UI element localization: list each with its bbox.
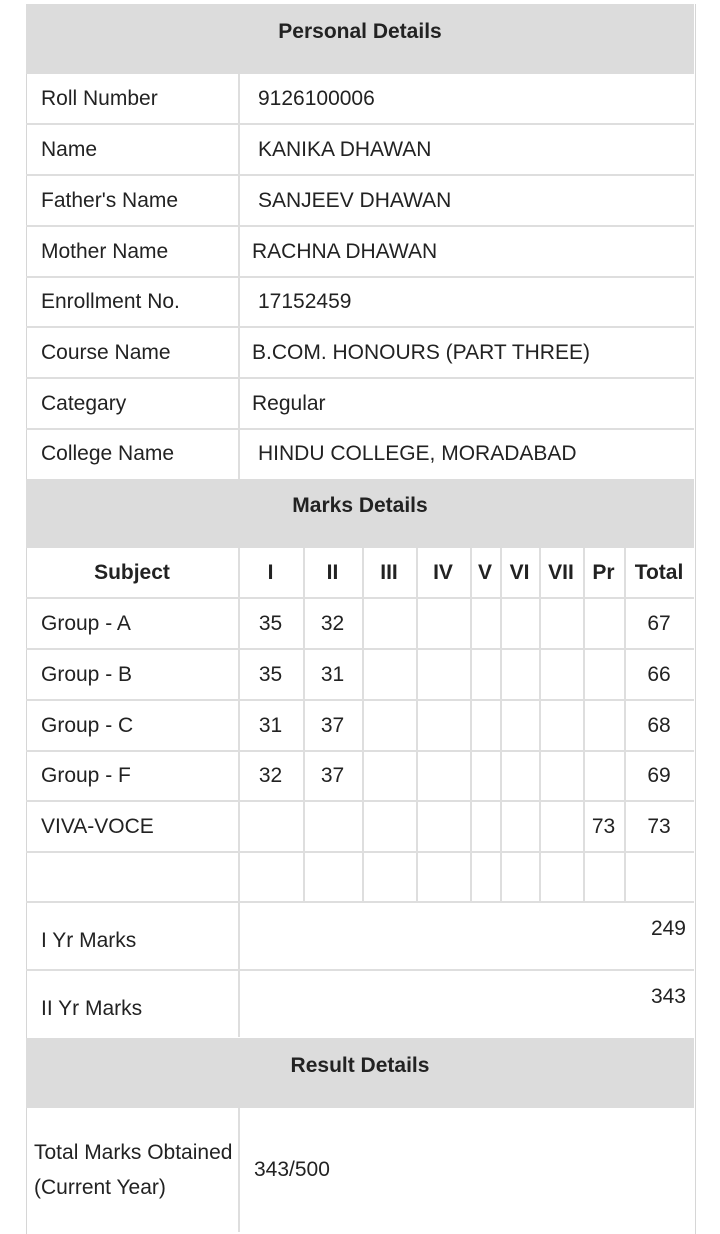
column-header-vi: VI bbox=[509, 560, 530, 584]
mark-cell-vii bbox=[539, 751, 583, 800]
total-marks-label-text: Total Marks Obtained (Current Year) bbox=[34, 1141, 233, 1199]
mark-cell-vii bbox=[539, 650, 583, 699]
personal-row bbox=[26, 227, 694, 278]
mark-cell-ii: 37 bbox=[320, 713, 345, 737]
personal-row bbox=[26, 277, 694, 328]
personal-row-label: Mother Name bbox=[41, 239, 169, 263]
column-header-pr: Pr bbox=[592, 560, 615, 584]
mark-cell-vii bbox=[539, 852, 583, 901]
mark-cell-v bbox=[470, 599, 500, 648]
year-marks-value: 343 bbox=[650, 985, 686, 1008]
mark-cell-total bbox=[624, 852, 694, 901]
year-marks-row bbox=[26, 971, 694, 1037]
mark-cell-i bbox=[238, 802, 303, 851]
mark-cell-ii: 32 bbox=[320, 611, 345, 635]
marks-row bbox=[26, 599, 694, 650]
personal-row-label: College Name bbox=[41, 442, 175, 465]
subject-cell: Group - A bbox=[41, 611, 131, 635]
personal-row-label: Course Name bbox=[41, 340, 171, 364]
mark-cell-pr bbox=[583, 852, 624, 901]
mark-cell-pr bbox=[583, 751, 624, 800]
mark-cell-ii bbox=[303, 852, 362, 901]
mark-cell-v bbox=[470, 701, 500, 750]
mark-cell-total: 73 bbox=[647, 814, 671, 838]
mark-cell-ii bbox=[303, 802, 362, 851]
personal-row bbox=[26, 176, 694, 227]
personal-row-value: RACHNA DHAWAN bbox=[252, 239, 438, 263]
personal-row bbox=[26, 379, 694, 430]
personal-row-label: Categary bbox=[41, 391, 127, 415]
mark-cell-iv bbox=[416, 650, 470, 699]
mark-cell-iv bbox=[416, 802, 470, 851]
marks-row bbox=[26, 802, 694, 853]
mark-cell-total: 69 bbox=[647, 763, 671, 787]
year-marks-value: 249 bbox=[650, 917, 686, 940]
mark-cell-vii bbox=[539, 599, 583, 648]
column-header-total: Total bbox=[634, 560, 684, 584]
personal-row-value: SANJEEV DHAWAN bbox=[258, 188, 452, 212]
mark-cell-v bbox=[470, 802, 500, 851]
year-marks-row bbox=[26, 903, 694, 971]
marks-row bbox=[26, 751, 694, 802]
mark-cell-vi bbox=[500, 650, 539, 699]
column-header-i: I bbox=[267, 560, 274, 584]
mark-cell-i: 31 bbox=[258, 713, 283, 737]
personal-row bbox=[26, 125, 694, 176]
mark-cell-v bbox=[470, 852, 500, 901]
personal-row bbox=[26, 429, 694, 479]
mark-cell-iii bbox=[362, 650, 416, 699]
column-header-subject: Subject bbox=[94, 560, 170, 584]
mark-cell-iv bbox=[416, 701, 470, 750]
subject-cell: Group - B bbox=[41, 662, 133, 686]
mark-cell-vii bbox=[539, 802, 583, 851]
year-marks-label: I Yr Marks bbox=[41, 929, 137, 952]
subject-cell: Group - F bbox=[41, 763, 131, 787]
mark-cell-vi bbox=[500, 802, 539, 851]
year-marks-label: II Yr Marks bbox=[41, 997, 143, 1020]
personal-details-heading: Personal Details bbox=[26, 4, 694, 74]
mark-cell-pr bbox=[583, 599, 624, 648]
column-header-iv: IV bbox=[433, 560, 453, 584]
personal-row-label: Father's Name bbox=[41, 188, 179, 212]
mark-cell-total: 66 bbox=[647, 662, 671, 686]
result-details-heading: Result Details bbox=[26, 1038, 694, 1108]
column-header-iii: III bbox=[380, 560, 398, 584]
subject-cell: Group - C bbox=[41, 713, 134, 737]
total-marks-row bbox=[26, 1108, 694, 1232]
mark-cell-iii bbox=[362, 802, 416, 851]
personal-row-label: Enrollment No. bbox=[41, 289, 180, 313]
personal-row-value: 9126100006 bbox=[258, 86, 375, 110]
mark-cell-ii: 31 bbox=[320, 662, 345, 686]
personal-row-value: HINDU COLLEGE, MORADABAD bbox=[258, 442, 577, 465]
mark-cell-vi bbox=[500, 852, 539, 901]
mark-cell-iii bbox=[362, 599, 416, 648]
personal-row bbox=[26, 328, 694, 379]
total-marks-label bbox=[34, 1108, 234, 1232]
personal-row bbox=[26, 74, 694, 125]
mark-cell-i: 35 bbox=[258, 662, 283, 686]
total-marks-value: 343/500 bbox=[254, 1158, 330, 1181]
mark-cell-pr bbox=[583, 650, 624, 699]
mark-cell-i bbox=[238, 852, 303, 901]
mark-cell-pr: 73 bbox=[591, 814, 616, 838]
column-header-ii: II bbox=[326, 560, 339, 584]
marks-header-row bbox=[26, 548, 694, 599]
marks-details-heading: Marks Details bbox=[26, 479, 694, 548]
personal-row-value: KANIKA DHAWAN bbox=[258, 137, 432, 161]
mark-cell-i: 35 bbox=[258, 611, 283, 635]
marks-row bbox=[26, 701, 694, 752]
mark-cell-iii bbox=[362, 701, 416, 750]
personal-row-label: Name bbox=[41, 137, 98, 161]
personal-row-label: Roll Number bbox=[41, 86, 158, 110]
subject-cell: VIVA-VOCE bbox=[41, 814, 154, 838]
mark-cell-v bbox=[470, 650, 500, 699]
mark-cell-total: 68 bbox=[647, 713, 671, 737]
personal-row-value: Regular bbox=[252, 391, 326, 415]
marks-row bbox=[26, 650, 694, 701]
mark-cell-vi bbox=[500, 751, 539, 800]
column-header-v: V bbox=[477, 560, 492, 584]
mark-cell-iii bbox=[362, 852, 416, 901]
mark-cell-vi bbox=[500, 599, 539, 648]
personal-row-value: 17152459 bbox=[258, 289, 352, 313]
mark-cell-ii: 37 bbox=[320, 763, 345, 787]
mark-cell-iv bbox=[416, 751, 470, 800]
mark-cell-total: 67 bbox=[647, 611, 671, 635]
personal-row-value: B.COM. HONOURS (PART THREE) bbox=[252, 340, 590, 364]
marks-row bbox=[26, 852, 694, 903]
mark-cell-vii bbox=[539, 701, 583, 750]
mark-cell-v bbox=[470, 751, 500, 800]
mark-cell-pr bbox=[583, 701, 624, 750]
column-header-vii: VII bbox=[548, 560, 574, 584]
mark-cell-i: 32 bbox=[258, 763, 283, 787]
mark-cell-iv bbox=[416, 852, 470, 901]
mark-cell-vi bbox=[500, 701, 539, 750]
mark-cell-iii bbox=[362, 751, 416, 800]
mark-cell-iv bbox=[416, 599, 470, 648]
